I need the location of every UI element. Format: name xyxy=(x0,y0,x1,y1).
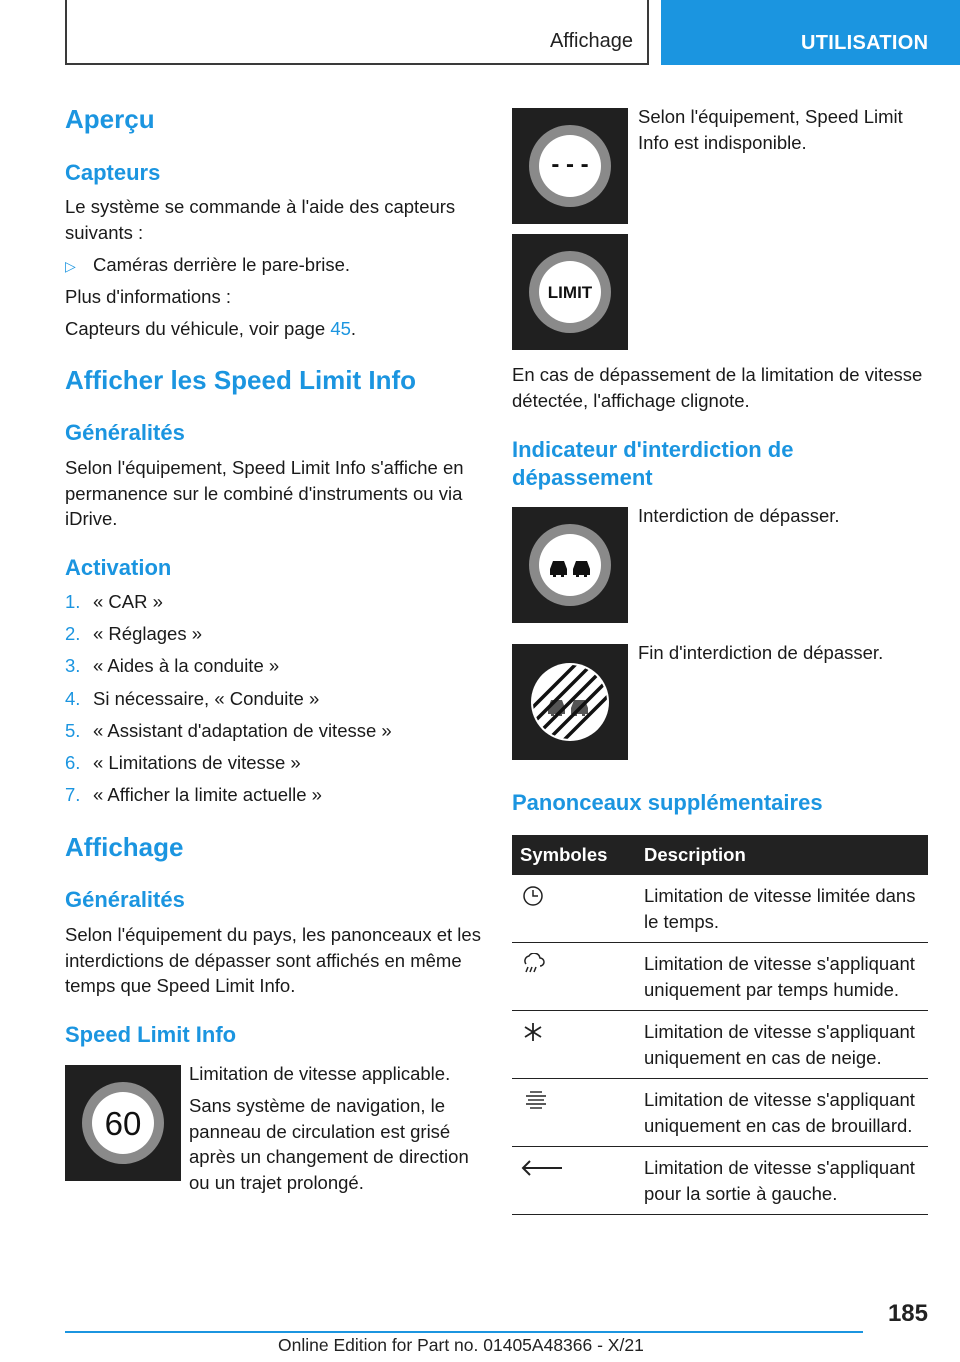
bullet-triangle-icon: ▷ xyxy=(65,258,76,274)
header-chapter-label: UTILISATION xyxy=(801,32,929,54)
bullet-text: Caméras derrière le pare-brise. xyxy=(93,254,351,275)
page-link-45[interactable]: 45 xyxy=(330,318,351,339)
header-chapter-tab xyxy=(661,0,960,65)
speed-value: 60 xyxy=(104,1105,142,1142)
sensor-reference-end: . xyxy=(350,318,357,339)
step-number: 7. xyxy=(65,784,81,806)
row-description: Limitation de vitesse s'appliquant uniquement en cas de brouillard. xyxy=(636,1079,928,1147)
rain-cloud-icon xyxy=(512,943,636,1011)
table-row xyxy=(512,875,928,943)
row-description: Limitation de vitesse limitée dans le temps. xyxy=(636,875,928,943)
unavailable-text: Selon l'équipement, Speed Limit Info est indisponible. xyxy=(638,106,903,153)
table-row xyxy=(512,1079,928,1147)
row-description: Limitation de vitesse s'appliquant pour la sortie à gauche. xyxy=(636,1147,928,1215)
step-text: « Réglages » xyxy=(93,623,203,645)
heading-afficher-speed-limit: Afficher les Speed Limit Info xyxy=(65,365,417,395)
heading-panonceaux: Panonceaux supplémentaires xyxy=(512,790,823,815)
heading-generalites: Généralités xyxy=(65,420,185,445)
generalites-text: Selon l'équipement, Speed Limit Info s'affiche en permanence sur le combiné d'instruments ou via iDrive. xyxy=(65,457,464,529)
page-number: 185 xyxy=(887,1300,928,1327)
fog-icon xyxy=(512,1079,636,1147)
overtake-end-text: Fin d'interdiction de dépasser. xyxy=(638,642,884,663)
exceed-text: En cas de dépassement de la limitation de vitesse détectée, l'affichage clignote. xyxy=(512,364,923,411)
heading-activation: Activation xyxy=(65,555,172,580)
sensor-reference-text: Capteurs du véhicule, voir page xyxy=(65,318,331,339)
step-text: « Aides à la conduite » xyxy=(93,655,280,677)
snowflake-icon xyxy=(512,1011,636,1079)
table-row xyxy=(512,1011,928,1079)
step-number: 2. xyxy=(65,623,81,645)
clock-icon xyxy=(512,875,636,943)
heading-affichage: Affichage xyxy=(65,832,184,862)
step-text: Si nécessaire, « Conduite » xyxy=(93,687,320,709)
step-number: 1. xyxy=(65,591,81,612)
capteurs-text: Le système se commande à l'aide des capteurs suivants : xyxy=(65,196,456,243)
speed-limit-unavailable-sign xyxy=(512,108,628,224)
header-section-box xyxy=(65,0,649,65)
no-overtaking-sign xyxy=(512,507,628,623)
step-text: « Assistant d'adaptation de vitesse » xyxy=(93,719,392,741)
header-section-title: Affichage xyxy=(549,30,633,52)
step-text: « Afficher la limite actuelle » xyxy=(93,784,322,806)
footer-divider xyxy=(65,1331,863,1333)
speed-limit-60-sign xyxy=(65,1065,181,1181)
heading-overtake-indicator: Indicateur d'interdiction de dépassement xyxy=(512,437,794,490)
heading-speed-limit-info: Speed Limit Info xyxy=(65,1022,237,1047)
step-number: 5. xyxy=(65,719,81,741)
supplementary-signs-table xyxy=(512,835,928,1215)
heading-apercu: Aperçu xyxy=(65,104,155,134)
unavailable-dashes: - - - xyxy=(551,151,589,178)
step-text: « Limitations de vitesse » xyxy=(93,752,301,773)
heading-generalites-2: Généralités xyxy=(65,887,185,912)
sensor-reference xyxy=(65,316,485,342)
table-row xyxy=(512,943,928,1011)
step-number: 3. xyxy=(65,655,81,677)
step-text: « CAR » xyxy=(93,591,163,612)
table-row xyxy=(512,1147,928,1215)
sli-text-1: Limitation de vitesse applicable. xyxy=(189,1063,451,1084)
more-info-label: Plus d'informations : xyxy=(65,286,231,307)
sli-text-2: Sans système de navigation, le panneau de circulation est grisé après un changement de direction ou un trajet prolongé. xyxy=(189,1095,469,1193)
step-number: 6. xyxy=(65,752,81,773)
row-description: Limitation de vitesse s'appliquant uniquement en cas de neige. xyxy=(636,1011,928,1079)
end-no-overtaking-sign xyxy=(512,644,628,760)
table-header-symboles: Symboles xyxy=(512,835,636,875)
speed-limit-limit-sign xyxy=(512,234,628,350)
generalites2-text: Selon l'équipement du pays, les panonceaux et les interdictions de dépasser sont affichés en même temps que Speed Limit Info. xyxy=(65,924,481,996)
step-number: 4. xyxy=(65,687,81,709)
overtake-text: Interdiction de dépasser. xyxy=(638,505,840,526)
row-description: Limitation de vitesse s'appliquant uniquement par temps humide. xyxy=(636,943,928,1011)
limit-text: LIMIT xyxy=(547,283,593,302)
table-header-description: Description xyxy=(636,835,928,875)
heading-capteurs: Capteurs xyxy=(65,160,161,185)
footer-edition: Online Edition for Part no. 01405A48366 - X/21 xyxy=(278,1335,644,1355)
arrow-left-icon xyxy=(512,1147,636,1215)
